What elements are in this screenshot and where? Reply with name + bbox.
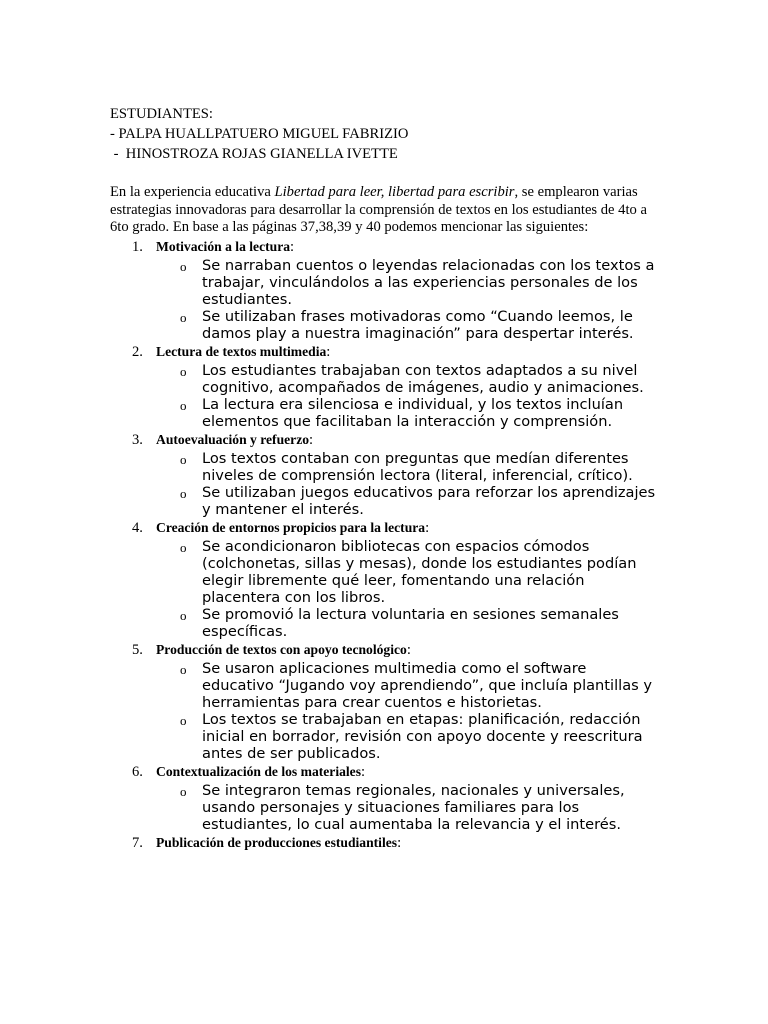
bullet-marker-icon: o <box>180 539 187 555</box>
strategy-item <box>110 640 660 762</box>
strategy-title: Lectura de textos multimedia <box>156 343 327 359</box>
bullet-marker-icon: o <box>180 712 187 728</box>
bullet-text: Se acondicionaron bibliotecas con espacios cómodos (colchonetas, sillas y mesas), donde los estudiantes podían elegir libremente qué leer, fomentando una relación placentera con los libros. <box>202 537 637 606</box>
strategy-bullets <box>110 257 660 342</box>
strategy-heading <box>110 518 660 538</box>
strategy-number: 3. <box>132 431 143 448</box>
strategy-title: Contextualización de los materiales <box>156 763 362 779</box>
bullet-text: Los textos se trabajaban en etapas: planificación, redacción inicial en borrador, revisión con apoyo docente y reescritura antes de ser publicados. <box>202 710 643 762</box>
strategy-number: 1. <box>132 238 143 255</box>
student-name-1: - PALPA HUALLPATUERO MIGUEL FABRIZIO <box>110 126 409 142</box>
strategy-number: 7. <box>132 834 143 851</box>
strategy-bullets <box>110 450 660 518</box>
students-heading: ESTUDIANTES: <box>110 106 213 122</box>
bullet-text: Se utilizaban juegos educativos para reforzar los aprendizajes y mantener el interés. <box>202 483 656 518</box>
student-name-2: - HINOSTROZA ROJAS GIANELLA IVETTE <box>110 146 398 162</box>
bullet-text: Los estudiantes trabajaban con textos adaptados a su nivel cognitivo, acompañados de imágenes, audio y animaciones. <box>202 361 644 396</box>
bullet-marker-icon: o <box>180 485 187 501</box>
strategy-number: 2. <box>132 343 143 360</box>
strategy-heading <box>110 762 660 782</box>
students-block <box>110 104 660 164</box>
bullet-marker-icon: o <box>180 309 187 325</box>
strategy-item <box>110 833 660 853</box>
strategy-title: Publicación de producciones estudiantiles <box>156 834 398 850</box>
bullet-text: Se narraban cuentos o leyendas relacionadas con los textos a trabajar, vinculándolos a las experiencias personales de los estudiantes. <box>202 256 655 308</box>
intro-title-italic: Libertad para leer, libertad para escribir <box>274 184 515 200</box>
strategy-item <box>110 342 660 430</box>
strategy-title: Creación de entornos propicios para la lectura <box>156 519 426 535</box>
intro-paragraph <box>110 184 660 237</box>
bullet-text: Los textos contaban con preguntas que medían diferentes niveles de comprensión lectora (literal, inferencial, crítico). <box>202 449 633 484</box>
bullet-text: Se integraron temas regionales, nacionales y universales, usando personajes y situaciones familiares para los estudiantes, lo cual aumentaba la relevancia y el interés. <box>202 781 625 833</box>
intro-text-after: , se emplearon varias estrategias innovadoras para desarrollar la comprensión de textos en los estudiantes de 4to a 6to grado. En base a las páginas 37,38,39 y 40 podemos mencionar las siguientes: <box>110 184 647 235</box>
strategy-title-colon: : <box>425 519 430 536</box>
bullet-text: Se promovió la lectura voluntaria en sesiones semanales específicas. <box>202 605 619 640</box>
bullet-item <box>110 396 660 430</box>
bullet-marker-icon: o <box>180 363 187 379</box>
strategy-number: 6. <box>132 763 143 780</box>
strategies-list <box>110 237 660 853</box>
bullet-marker-icon: o <box>180 397 187 413</box>
strategy-title: Motivación a la lectura <box>156 238 291 254</box>
bullet-item <box>110 308 660 342</box>
strategy-heading <box>110 237 660 257</box>
bullet-marker-icon: o <box>180 607 187 623</box>
strategy-heading <box>110 833 660 853</box>
strategy-number: 4. <box>132 519 143 536</box>
bullet-item <box>110 711 660 762</box>
strategy-heading <box>110 342 660 362</box>
bullet-item <box>110 538 660 606</box>
strategy-bullets <box>110 782 660 833</box>
bullet-item <box>110 782 660 833</box>
strategy-number: 5. <box>132 641 143 658</box>
strategy-title: Autoevaluación y refuerzo <box>156 431 310 447</box>
document-page <box>110 104 660 853</box>
strategy-title-colon: : <box>397 834 402 851</box>
strategy-item <box>110 237 660 342</box>
bullet-item <box>110 257 660 308</box>
strategy-heading <box>110 640 660 660</box>
bullet-item <box>110 450 660 484</box>
bullet-item <box>110 606 660 640</box>
strategy-title-colon: : <box>361 763 366 780</box>
bullet-item <box>110 660 660 711</box>
bullet-text: Se usaron aplicaciones multimedia como el software educativo “Jugando voy aprendiendo”, que incluía plantillas y herramientas para crear cuentos e historietas. <box>202 659 653 711</box>
strategy-title-colon: : <box>290 238 295 255</box>
bullet-item <box>110 362 660 396</box>
strategy-title-colon: : <box>326 343 331 360</box>
strategy-title-colon: : <box>406 641 411 658</box>
bullet-text: La lectura era silenciosa e individual, y los textos incluían elementos que facilitaban la interacción y comprensión. <box>202 395 624 430</box>
strategy-title-colon: : <box>309 431 314 448</box>
strategy-item <box>110 518 660 640</box>
strategy-bullets <box>110 660 660 762</box>
bullet-item <box>110 484 660 518</box>
bullet-text: Se utilizaban frases motivadoras como “Cuando leemos, le damos play a nuestra imaginación” para despertar interés. <box>202 307 634 342</box>
strategy-heading <box>110 430 660 450</box>
bullet-marker-icon: o <box>180 451 187 467</box>
bullet-marker-icon: o <box>180 661 187 677</box>
strategy-item <box>110 430 660 518</box>
bullet-marker-icon: o <box>180 258 187 274</box>
strategy-bullets <box>110 538 660 640</box>
strategy-title: Producción de textos con apoyo tecnológico <box>156 641 407 657</box>
intro-text-before: En la experiencia educativa <box>110 184 275 200</box>
bullet-marker-icon: o <box>180 783 187 799</box>
strategy-bullets <box>110 362 660 430</box>
strategy-item <box>110 762 660 833</box>
